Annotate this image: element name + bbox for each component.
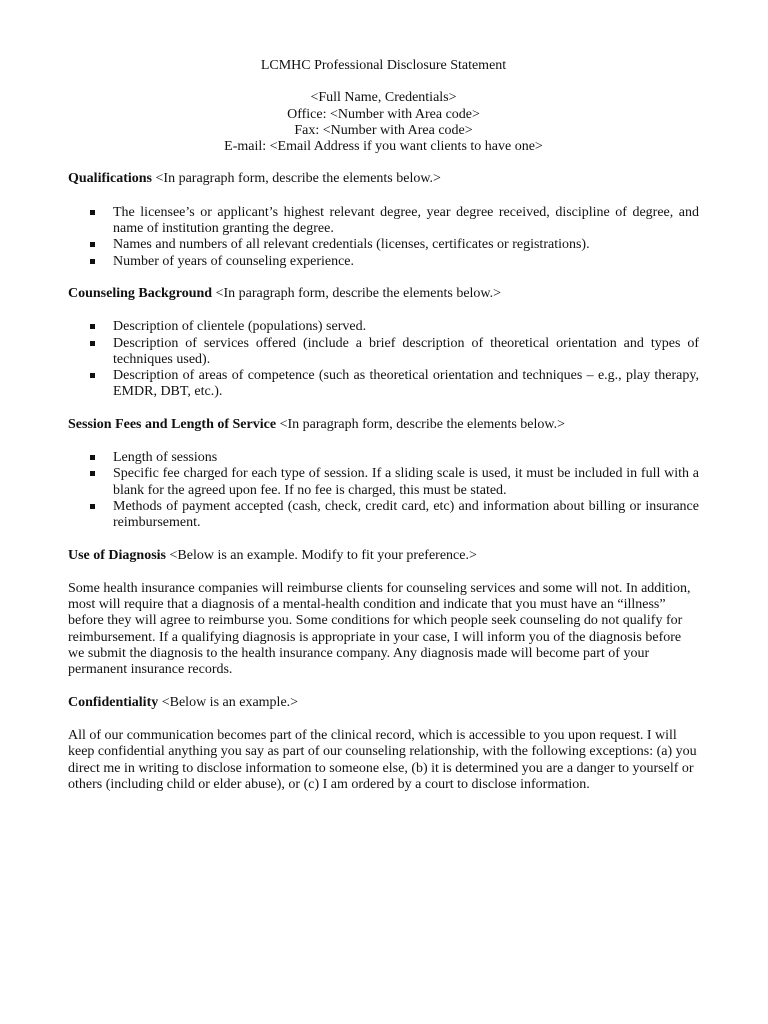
list-item	[68, 319, 699, 335]
document-page	[68, 58, 699, 793]
qualifications-heading: Qualifications	[68, 171, 153, 187]
qualifications-instruction: <In paragraph form, describe the elements below.>	[152, 171, 441, 187]
list-item-text: Description of clientele (populations) served.	[113, 319, 367, 335]
fax-line: Fax: <Number with Area code>	[294, 122, 473, 138]
list-item-text: Methods of payment accepted (cash, check, credit card, etc) and information about billing or insurance reimbursement.	[113, 498, 699, 531]
list-item-text: The licensee’s or applicant’s highest relevant degree, year degree received, discipline of degree, and name of institution granting the degree.	[113, 204, 699, 237]
list-item	[68, 450, 699, 466]
email-line: E-mail: <Email Address if you want clients to have one>	[224, 139, 543, 155]
confidentiality-body: All of our communication becomes part of the clinical record, which is accessible to you upon request. I will keep confidential anything you say as part of our counseling relationship, with the following exceptions: (a) you direct me in writing to disclose information to someone else, (b) it is determined you are a danger to yourself or others (including child or elder abuse), or (c) I am ordered by a court to disclose information.	[68, 727, 697, 792]
list-item-text: Names and numbers of all relevant credentials (licenses, certificates or registrations).	[113, 237, 590, 253]
bullet-icon	[90, 242, 95, 247]
list-item	[68, 466, 699, 499]
bullet-icon	[90, 210, 95, 215]
use-of-diagnosis-heading-line	[68, 548, 699, 564]
use-of-diagnosis-heading: Use of Diagnosis	[68, 547, 167, 563]
list-item-text: Specific fee charged for each type of session. If a sliding scale is used, it must be included in full with a blank for the agreed upon fee. If no fee is charged, this must be stated.	[113, 466, 699, 498]
list-item	[68, 368, 699, 401]
list-item	[68, 254, 699, 270]
counseling-background-instruction: <In paragraph form, describe the elements below.>	[212, 285, 502, 301]
list-item	[68, 499, 699, 532]
bullet-icon	[90, 324, 95, 329]
counseling-background-heading-line	[68, 286, 699, 302]
office-line: Office: <Number with Area code>	[287, 106, 480, 122]
counseling-background-list	[68, 319, 699, 400]
bullet-icon	[90, 471, 95, 476]
list-item-text: Number of years of counseling experience.	[113, 253, 355, 269]
session-fees-list	[68, 450, 699, 531]
list-item-text: Description of services offered (include a brief description of theoretical orientation and types of techniques used).	[113, 335, 699, 367]
bullet-icon	[90, 259, 95, 264]
list-item-text: Description of areas of competence (such as theoretical orientation and techniques – e.g., play therapy, EMDR, DBT, etc.).	[113, 368, 699, 400]
session-fees-instruction: <In paragraph form, describe the elements below.>	[276, 416, 566, 432]
qualifications-heading-line	[68, 171, 699, 187]
confidentiality-heading: Confidentiality	[68, 694, 159, 710]
confidentiality-heading-line	[68, 695, 699, 711]
contact-block	[68, 90, 699, 155]
session-fees-heading-line	[68, 417, 699, 433]
session-fees-heading: Session Fees and Length of Service	[68, 416, 277, 432]
use-of-diagnosis-body: Some health insurance companies will reimburse clients for counseling services and some will not. In addition, most will require that a diagnosis of a mental-health condition and indicate that you must have an “illness” before they will agree to reimburse you. Some conditions for which people seek counseling do not qualify for reimbursement. If a qualifying diagnosis is appropriate in your case, I will inform you of the diagnosis before we submit the diagnosis to the health insurance company. Any diagnosis made will become part of your permanent insurance records.	[68, 580, 691, 678]
counseling-background-heading: Counseling Background	[68, 285, 213, 301]
list-item-text: Length of sessions	[113, 450, 218, 466]
list-item	[68, 205, 699, 238]
use-of-diagnosis-instruction: <Below is an example. Modify to fit your preference.>	[166, 547, 477, 563]
qualifications-list	[68, 205, 699, 270]
name-credentials-line: <Full Name, Credentials>	[310, 90, 457, 106]
list-item	[68, 336, 699, 369]
document-title: LCMHC Professional Disclosure Statement	[260, 58, 507, 73]
bullet-icon	[90, 455, 95, 460]
bullet-icon	[90, 373, 95, 378]
list-item	[68, 237, 699, 253]
confidentiality-instruction: <Below is an example.>	[158, 694, 299, 710]
bullet-icon	[90, 341, 95, 346]
bullet-icon	[90, 504, 95, 509]
